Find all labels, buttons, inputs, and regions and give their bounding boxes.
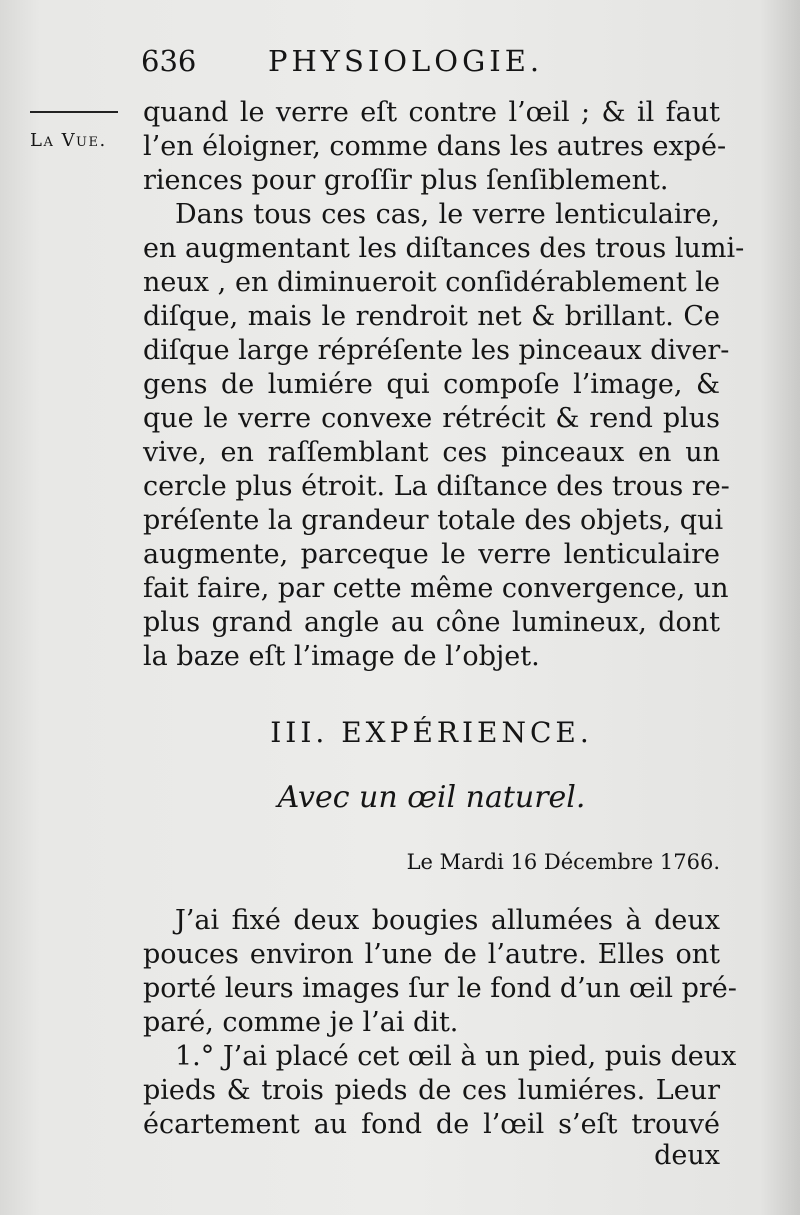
text-line: l’en éloigner, comme dans les autres expé- [143, 131, 727, 162]
text-line: J’ai fixé deux bougies allumées à deux [175, 905, 720, 936]
text-line: que le verre convexe rétrécit & rend plus [143, 403, 720, 434]
running-title: PHYSIOLOGIE. [268, 44, 544, 78]
text-line: porté leurs images ſur le fond d’un œil pré- [143, 973, 737, 1004]
text-line: gens de lumiére qui compoſe l’image, & [143, 369, 720, 400]
catchword: deux [654, 1140, 720, 1171]
margin-note: La Vue. [30, 130, 107, 151]
text-line: pouces environ l’une de l’autre. Elles ont [143, 939, 720, 970]
text-line: diſque large répréſente les pinceaux diver- [143, 335, 730, 366]
paragraph-4 [143, 1040, 737, 1142]
text-line: 1.° J’ai placé cet œil à un pied, puis deux [175, 1041, 737, 1072]
margin-rule [30, 111, 118, 113]
text-line: en augmentant les diſtances des trous lumi- [143, 233, 745, 264]
text-line: cercle plus étroit. La diſtance des trous re- [143, 471, 730, 502]
paragraph-2 [143, 198, 745, 674]
text-line: fait faire, par cette même convergence, un [143, 573, 729, 604]
section-subheading: Avec un œil naturel. [277, 780, 586, 815]
text-line: diſque, mais le rendroit net & brillant. Ce [143, 301, 720, 332]
entry-date: Le Mardi 16 Décembre 1766. [406, 850, 720, 874]
text-line: riences pour groſſir plus ſenſiblement. [143, 165, 669, 196]
text-line: quand le verre eſt contre l’œil ; & il faut [143, 97, 720, 128]
section-heading: III. EXPÉRIENCE. [270, 716, 593, 749]
text-line: pieds & trois pieds de ces lumiéres. Leur [143, 1075, 720, 1106]
text-line: vive, en raſſemblant ces pinceaux en un [143, 437, 720, 468]
text-line: neux , en diminueroit conſidérablement le [143, 267, 720, 298]
text-line: augmente, parceque le verre lenticulaire [143, 539, 720, 570]
paragraph-3 [143, 904, 737, 1040]
text-line: plus grand angle au cône lumineux, dont [143, 607, 720, 638]
paragraph-1 [143, 96, 727, 198]
text-line: écartement au fond de l’œil s’eſt trouvé [143, 1109, 720, 1140]
text-line: la baze eſt l’image de l’objet. [143, 641, 540, 672]
text-line: Dans tous ces cas, le verre lenticulaire, [175, 199, 720, 230]
page-header [0, 44, 800, 84]
page-number: 636 [141, 44, 197, 78]
text-line: paré, comme je l’ai dit. [143, 1007, 459, 1038]
text-line: préſente la grandeur totale des objets, qui [143, 505, 724, 536]
